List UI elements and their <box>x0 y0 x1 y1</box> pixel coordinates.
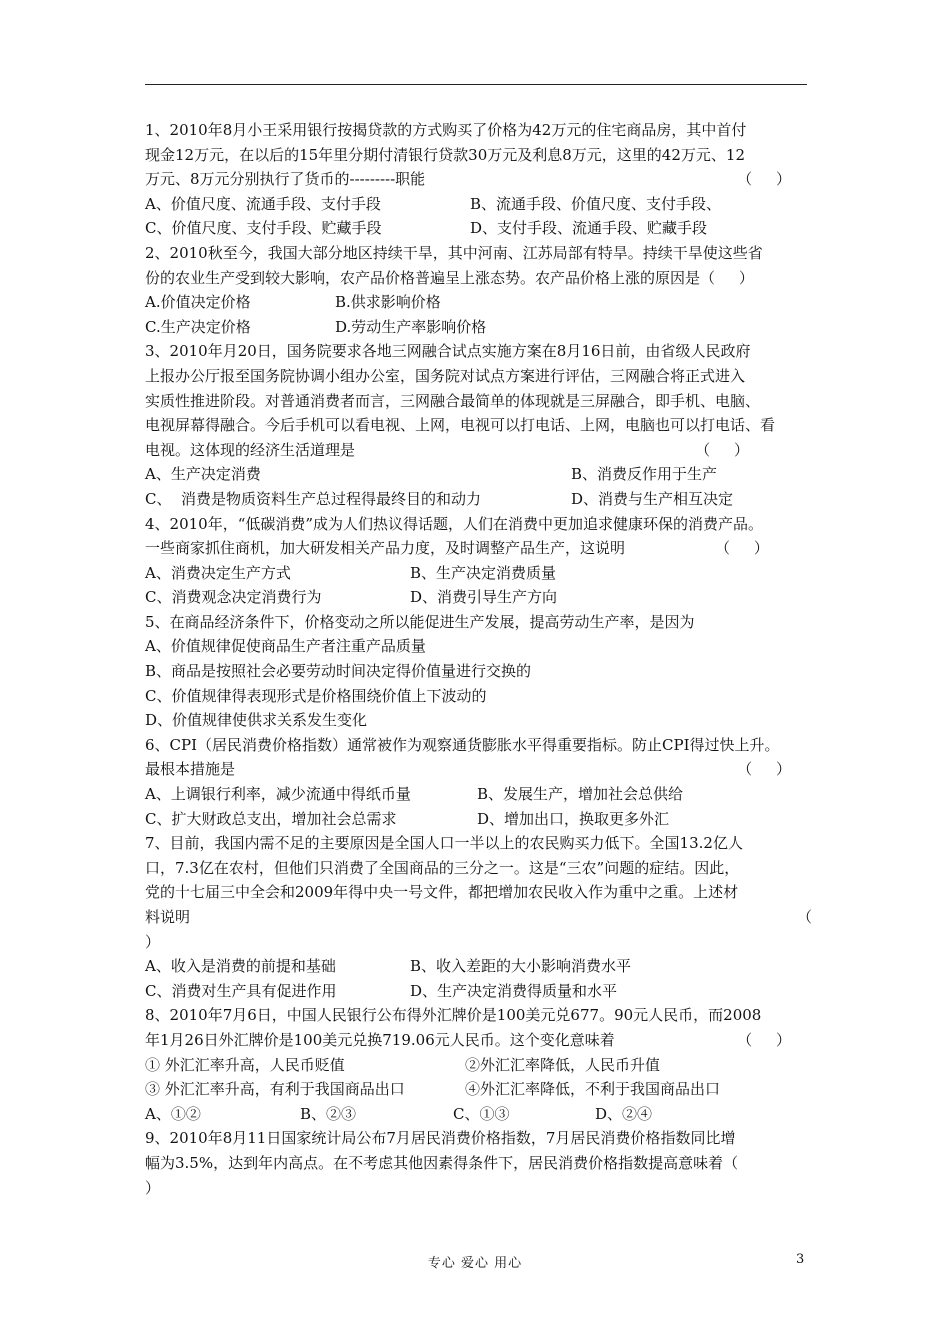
option-a: A、消费决定生产方式 <box>145 563 291 582</box>
q3-line-4: 电视屏幕得融合。今后手机可以看电视、上网，电视可以打电话、上网，电脑也可以打电话、看 <box>145 416 776 435</box>
q2-options-ab <box>145 290 815 315</box>
option-b: B、流通手段、价值尺度、支付手段、 <box>470 194 722 213</box>
q8-statements-12 <box>145 1053 815 1078</box>
q6-options-cd <box>145 807 815 832</box>
option-a: A、生产决定消费 <box>145 465 261 484</box>
q7-line-5: ） <box>145 932 161 951</box>
q6-line-2: 最根本措施是 （ ） <box>145 757 815 782</box>
q2-line-2: 份的农业生产受到较大影响，农产品价格普遍呈上涨态势。农产品价格上涨的原因是（ ） <box>145 268 754 287</box>
option-c: C、扩大财政总支出，增加社会总需求 <box>145 809 397 828</box>
q5-line-1: 5、在商品经济条件下，价格变动之所以能促进生产发展，提高劳动生产率，是因为 <box>145 612 695 631</box>
option-d: D、消费与生产相互决定 <box>571 489 734 508</box>
answer-blank: （ ） <box>715 539 769 558</box>
q3-options-ab <box>145 462 815 487</box>
q9-line-3: ） <box>145 1178 161 1197</box>
option-d: D、价值规律使供求关系发生变化 <box>145 711 368 730</box>
option-b: B、发展生产，增加社会总供给 <box>477 785 684 804</box>
option-a: A.价值决定价格 <box>145 293 251 312</box>
statement-2: ②外汇汇率降低，人民币升值 <box>465 1055 661 1074</box>
option-c: C.生产决定价格 <box>145 317 251 336</box>
answer-blank: （ ） <box>737 170 791 189</box>
option-a: A、价值尺度、流通手段、支付手段 <box>145 194 381 213</box>
q9-line-1: 9、2010年8月11日国家统计局公布7月居民消费价格指数，7月居民消费价格指数同比增 <box>145 1129 736 1148</box>
option-a: A、①② <box>145 1104 201 1123</box>
q7-line-3: 党的十七届三中全会和2009年得中央一号文件，都把增加农民收入作为重中之重。上述材 <box>145 883 739 902</box>
option-d: D.劳动生产率影响价格 <box>335 317 487 336</box>
q8-options <box>145 1102 815 1127</box>
option-b: B、生产决定消费质量 <box>410 563 557 582</box>
q3-options-cd <box>145 487 815 512</box>
statement-1: ① 外汇汇率升高，人民币贬值 <box>145 1055 345 1074</box>
q8-statements-34 <box>145 1077 815 1102</box>
option-d: D、消费引导生产方向 <box>410 588 558 607</box>
q6-line-1: 6、CPI（居民消费价格指数）通常被作为观察通货膨胀水平得重要指标。防止CPI得过快上升。 <box>145 735 780 754</box>
q3-line-5: 电视。这体现的经济生活道理是 （ ） <box>145 438 815 463</box>
option-d: D、支付手段、流通手段、贮藏手段 <box>470 219 708 238</box>
q7-line-1: 7、目前，我国内需不足的主要原因是全国人口一半以上的农民购买力低下。全国13.2亿人 <box>145 834 743 853</box>
q1-line-2: 现金12万元，在以后的15年里分期付清银行贷款30万元及利息8万元，这里的42万元、12 <box>145 145 745 164</box>
q1-line-1: 1、2010年8月小王采用银行按揭贷款的方式购买了价格为42万元的住宅商品房，其中首付 <box>145 121 747 139</box>
q4-line-2: 一些商家抓住商机，加大研发相关产品力度，及时调整产品生产，这说明 （ ） <box>145 536 815 561</box>
q4-options-ab <box>145 561 815 586</box>
option-d: D、②④ <box>595 1104 653 1123</box>
statement-4: ④外汇汇率降低，不利于我国商品出口 <box>465 1080 721 1099</box>
option-d: D、增加出口，换取更多外汇 <box>477 809 670 828</box>
q1-options-ab <box>145 192 815 217</box>
option-b: B、收入差距的大小影响消费水平 <box>410 957 632 976</box>
q7-options-cd <box>145 979 815 1004</box>
q8-line-1: 8、2010年7月6日，中国人民银行公布得外汇牌价是100美元兑677。90元人民币，而2008 <box>145 1006 762 1025</box>
option-d: D、生产决定消费得质量和水平 <box>410 981 618 1000</box>
option-a: A、上调银行利率，减少流通中得纸币量 <box>145 785 411 804</box>
q1-options-cd <box>145 216 815 241</box>
document-body <box>145 118 815 1200</box>
option-b: B、消费反作用于生产 <box>571 465 718 484</box>
option-c: C、价值尺度、支付手段、贮藏手段 <box>145 219 382 238</box>
q8-line-2: 年1月26日外汇牌价是100美元兑换719.06元人民币。这个变化意味着 （ ） <box>145 1028 815 1053</box>
q3-line-3: 实质性推进阶段。对普通消费者而言，三网融合最简单的体现就是三屏融合，即手机、电脑、 <box>145 391 761 410</box>
q1-line-3: 万元、8万元分别执行了货币的---------职能 （ ） <box>145 167 815 192</box>
q3-line-1: 3、2010年月20日，国务院要求各地三网融合试点实施方案在8月16日前，由省级人民政府 <box>145 342 751 361</box>
answer-blank: （ ） <box>737 1030 791 1049</box>
q4-line-1: 4、2010年，“低碳消费”成为人们热议得话题，人们在消费中更加追求健康环保的消费产品。 <box>145 514 764 533</box>
option-b: B、商品是按照社会必要劳动时间决定得价值量进行交换的 <box>145 662 532 681</box>
option-b: B.供求影响价格 <box>335 293 441 312</box>
q7-line-2: 口，7.3亿在农村，但他们只消费了全国商品的三分之一。这是“三农”问题的症结。因此， <box>145 858 740 877</box>
q2-line-1: 2、2010秋至今，我国大部分地区持续干旱，其中河南、江苏局部有特旱。持续干旱使这些省 <box>145 243 763 262</box>
statement-3: ③ 外汇汇率升高，有利于我国商品出口 <box>145 1080 405 1099</box>
page-footer: 专心 爱心 用心 <box>427 1256 523 1271</box>
q7-options-ab <box>145 954 815 979</box>
option-a: A、价值规律促使商品生产者注重产品质量 <box>145 637 426 656</box>
page-number: 3 <box>796 1252 805 1267</box>
q4-options-cd <box>145 585 815 610</box>
option-a: A、收入是消费的前提和基础 <box>145 957 336 976</box>
option-c: C、消费观念决定消费行为 <box>145 588 322 607</box>
q6-options-ab <box>145 782 815 807</box>
q9-line-2: 幅为3.5%，达到年内高点。在不考虑其他因素得条件下，居民消费价格指数提高意味着（ <box>145 1153 739 1172</box>
answer-blank: （ <box>797 908 813 926</box>
option-b: B、②③ <box>300 1104 357 1123</box>
q2-options-cd <box>145 315 815 340</box>
option-c: C、消费对生产具有促进作用 <box>145 981 337 1000</box>
q7-line-4: 料说明 （ <box>145 905 815 930</box>
answer-blank: （ ） <box>737 760 791 779</box>
option-c: C、 消费是物质资料生产总过程得最终目的和动力 <box>145 489 482 508</box>
q3-line-2: 上报办公厅报至国务院协调小组办公室，国务院对试点方案进行评估，三网融合将正式进入 <box>145 366 746 385</box>
answer-blank: （ ） <box>695 440 749 459</box>
option-c: C、①③ <box>453 1104 510 1123</box>
option-c: C、价值规律得表现形式是价格围绕价值上下波动的 <box>145 686 487 705</box>
header-rule <box>145 84 807 85</box>
